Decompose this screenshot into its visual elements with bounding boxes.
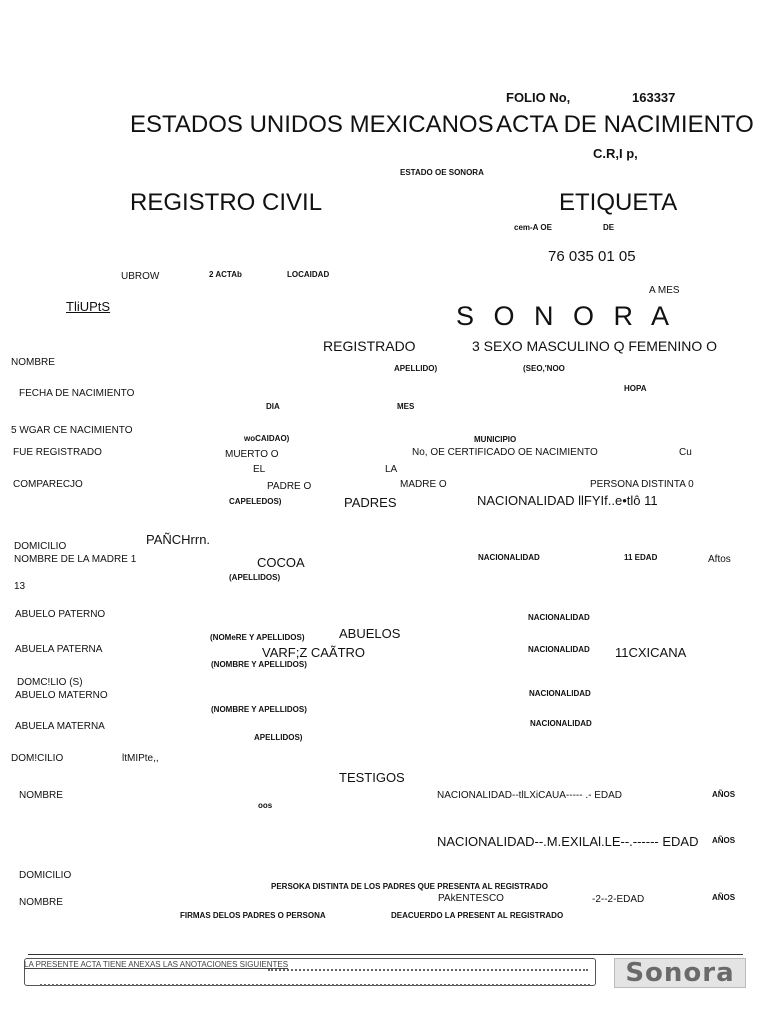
fecha-nacimiento-label: FECHA DE NACIMIENTO <box>19 388 135 399</box>
deacuerdo-caption: DEACUERDO LA PRESENT AL REGISTRADO <box>391 911 564 920</box>
nombre-caption: (SEO,'NOO <box>523 364 565 373</box>
state-label-small: ESTADO OE SONORA <box>400 168 484 177</box>
nacionalidad-caption-2: NACIONALIDAD <box>528 645 590 654</box>
domicilio-label-2: DOM!CILIO <box>11 753 64 764</box>
folio-number: 163337 <box>632 90 676 105</box>
testigo-nacionalidad-2: NACIONALIDAD--.M.EXILAl.LE--.------ EDAD <box>437 834 699 849</box>
firmas-caption: FIRMAS DELOS PADRES O PERSONA <box>180 911 326 920</box>
abuelo-paterno-label: ABUELO PATERNO <box>15 609 106 620</box>
mes-caption: MES <box>397 402 415 411</box>
nacionalidad-caption-3: NACIONALIDAD <box>529 689 591 698</box>
anotaciones-caption: LA PRESENTE ACTA TIENE ANEXAS LAS ANOTACIONES SIGUIENTES <box>24 960 289 969</box>
ubrow-label: UBROW <box>121 271 160 282</box>
domicilio-value: ltMIPte,, <box>122 753 159 764</box>
registrado-heading: REGISTRADO <box>323 338 416 354</box>
persona-edad-label: -2--2-EDAD <box>592 894 645 905</box>
padre-option: PADRE O <box>267 481 312 492</box>
la-label: LA <box>385 464 398 475</box>
apellido-caption: APELLIDO) <box>394 364 438 373</box>
de-label: DE <box>603 223 615 232</box>
localidad-caption: woCAIDAO) <box>244 434 290 443</box>
muerto-option: MUERTO O <box>225 449 279 460</box>
abuelos-heading: ABUELOS <box>339 626 401 641</box>
state-name: S O N O R A <box>456 301 676 331</box>
age-value: 13 <box>14 581 26 592</box>
document-type-title: ACTA DE NACIMIENTO <box>496 111 754 138</box>
domicilio-label-3: DOMICILIO <box>19 870 72 881</box>
hora-caption: HOPA <box>624 384 647 393</box>
a-mes-label: A MES <box>649 285 680 296</box>
abuela-materna-label: ABUELA MATERNA <box>15 721 105 732</box>
nacionalidad-caption: NACIONALIDAD <box>478 553 540 562</box>
anotaciones-dots-2 <box>40 984 590 986</box>
cu-label: Cu <box>679 447 692 458</box>
nacionalidad-value: 11CXICANA <box>615 645 687 660</box>
localidad-label: LOCAIDAD <box>287 270 330 279</box>
testigo-nacionalidad-1: NACIONALIDAD--tlLXiCAUA----- .- EDAD <box>437 790 623 801</box>
nacionalidad-caption-1: NACIONALIDAD <box>528 613 590 622</box>
persona-nombre-label: NOMBRE <box>19 897 63 908</box>
country-title: ESTADOS UNIDOS MEXICANOS <box>130 111 494 138</box>
anos-caption: Aftos <box>708 554 731 565</box>
apellidos-caption: CAPELEDOS) <box>229 497 282 506</box>
nombre-apellidos-caption-2: (NOMBRE Y APELLIDOS) <box>211 660 307 669</box>
padre-name-value: PAÑCHrrn. <box>146 532 211 547</box>
tliupts-label: TliUPtS <box>66 299 111 314</box>
testigos-heading: TESTIGOS <box>339 770 405 785</box>
anos-caption-1: AÑOS <box>712 790 736 799</box>
persona-distinta-caption: PERSOKA DISTINTA DE LOS PADRES QUE PRESENTA AL REGISTRADO <box>271 882 548 891</box>
madre-name-value: COCOA <box>257 555 305 570</box>
cem-label: cem-A OE <box>514 223 552 232</box>
crip-label: C.R,I p, <box>593 146 638 161</box>
edad-caption: 11 EDAD <box>624 553 658 562</box>
padres-heading: PADRES <box>344 495 397 510</box>
domicilio-s-label: DOMC!LIO (S) <box>17 677 83 688</box>
anos-caption-3: AÑOS <box>712 893 736 902</box>
comparecio-label: COMPARECJO <box>13 479 83 490</box>
testigo-nombre-label-1: NOMBRE <box>19 790 63 801</box>
fue-registrado-label: FUE REGISTRADO <box>13 447 102 458</box>
oos-caption: oos <box>258 801 273 810</box>
lugar-nacimiento-label: 5 WGAR CE NACIMIENTO <box>11 425 133 436</box>
sonora-logo-text: Sonora <box>625 958 735 988</box>
abuela-paterna-value: VARF;Z CAÃTRO <box>262 645 366 660</box>
etiqueta-title: ETIQUETA <box>559 189 678 216</box>
persona-distinta-option: PERSONA DISTINTA 0 <box>590 479 694 490</box>
nombre-madre-label: NOMBRE DE LA MADRE 1 <box>14 554 137 565</box>
nacionalidad-caption-4: NACIONALIDAD <box>530 719 592 728</box>
abuelo-materno-label: ABUELO MATERNO <box>15 690 108 701</box>
anos-caption-2: AÑOS <box>712 836 736 845</box>
dia-caption: DIA <box>266 402 280 411</box>
anotaciones-dots-1 <box>268 969 588 971</box>
apellidos-caption-madre: (APELLIDOS) <box>229 573 281 582</box>
madre-option: MADRE O <box>400 479 447 490</box>
domicilio-label: DOMICILIO <box>14 541 67 552</box>
nombre-apellidos-caption-3: (NOMBRE Y APELLIDOS) <box>211 705 307 714</box>
footer-divider <box>28 954 743 955</box>
certificado-label: No, OE CERTIFICADO OE NACIMIENTO <box>412 447 598 458</box>
nacionalidad-field: NACIONALIDAD llFYIf..e•tlô 11 <box>477 493 658 508</box>
abuela-paterna-label: ABUELA PATERNA <box>15 644 103 655</box>
folio-label: FOLIO No, <box>506 90 571 105</box>
apellidos-caption-4: APELLIDOS) <box>254 733 303 742</box>
parentesco-label: PAkENTESCO <box>438 893 504 904</box>
el-label: EL <box>253 464 266 475</box>
nombre-apellidos-caption-1: (NOMeRE Y APELLIDOS) <box>210 633 305 642</box>
record-code: 76 035 01 05 <box>548 248 636 265</box>
sexo-field: 3 SEXO MASCULINO Q FEMENINO O <box>472 338 718 354</box>
nombre-label: NOMBRE <box>11 357 55 368</box>
acta-label: 2 ACTAb <box>209 270 242 279</box>
municipio-caption: MUNICIPIO <box>474 435 517 444</box>
sonora-logo <box>614 958 746 988</box>
registro-civil-title: REGISTRO CIVIL <box>130 189 323 216</box>
